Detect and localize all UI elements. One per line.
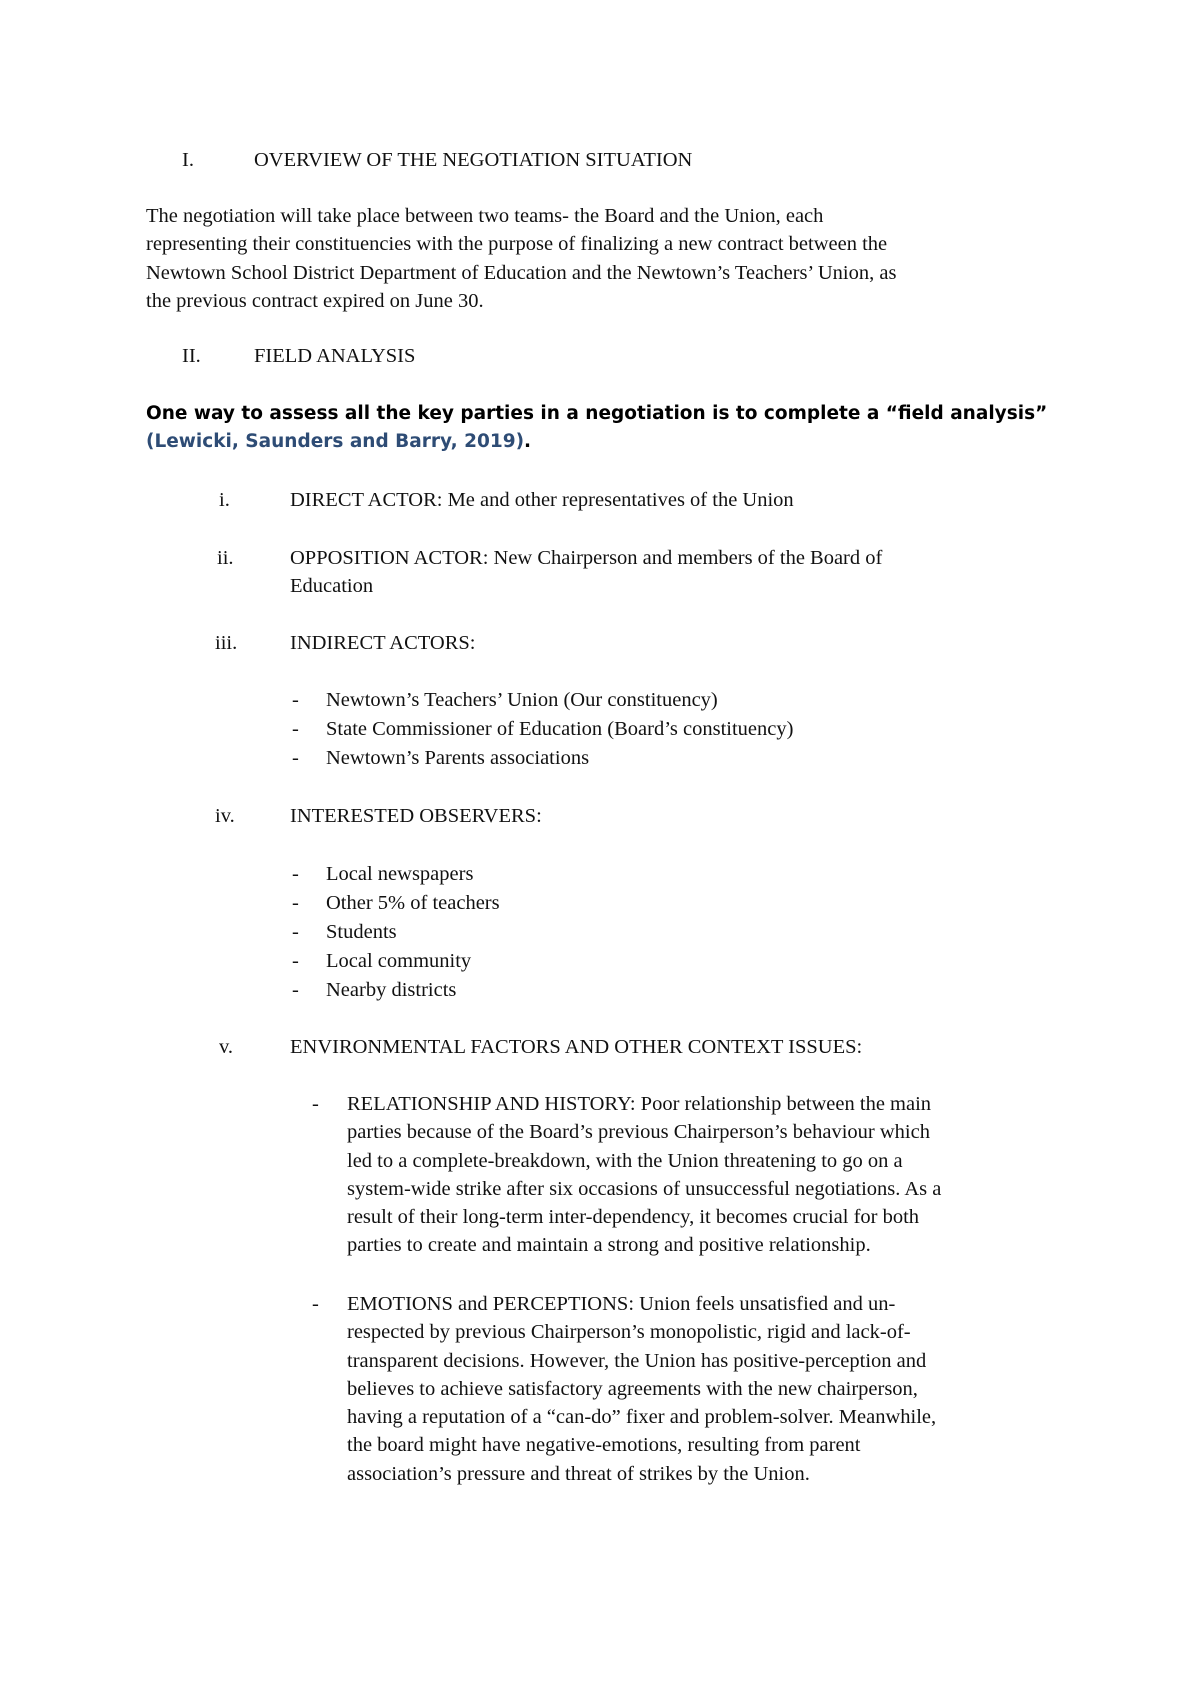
list-item: Newtown’s Teachers’ Union (Our constituency) (326, 689, 718, 711)
overview-paragraph (146, 202, 896, 315)
citation-period: . (524, 431, 532, 452)
bullet-dash: - (292, 718, 299, 740)
relationship-line: system-wide strike after six occasions of unsuccessful negotiations. As a (347, 1177, 942, 1200)
list-item: Newtown’s Parents associations (326, 747, 590, 769)
overview-line: representing their constituencies with the purpose of finalizing a new contract between the (146, 233, 888, 256)
bullet-dash: - (292, 689, 299, 711)
emotions-line: respected by previous Chairperson’s monopolistic, rigid and lack-of- (347, 1321, 911, 1344)
overview-line: Newtown School District Department of Education and the Newtown’s Teachers’ Union, as (146, 261, 897, 284)
relationship-line: led to a complete-breakdown, with the Union threatening to go on a (347, 1149, 903, 1172)
item-i-numeral: i. (219, 489, 230, 511)
bullet-dash: - (292, 863, 299, 885)
emotions-paragraph (347, 1290, 936, 1488)
bullet-dash: - (292, 921, 299, 943)
section-1-numeral: I. (182, 149, 194, 171)
relationship-line: result of their long-term inter-dependency, it becomes crucial for both (347, 1206, 920, 1229)
bullet-dash: - (292, 747, 299, 769)
item-iii-numeral: iii. (215, 632, 238, 654)
relationship-line: RELATIONSHIP AND HISTORY: Poor relationship between the main (347, 1093, 932, 1115)
overview-line: The negotiation will take place between two teams- the Board and the Union, each (146, 205, 824, 227)
item-i-text: DIRECT ACTOR: Me and other representatives of the Union (290, 489, 794, 511)
item-ii-numeral: ii. (217, 547, 234, 569)
bullet-dash: - (312, 1093, 319, 1115)
bullet-dash: - (312, 1293, 319, 1315)
section-1-heading: OVERVIEW OF THE NEGOTIATION SITUATION (254, 149, 693, 171)
emotions-line: transparent decisions. However, the Union has positive-perception and (347, 1349, 927, 1372)
list-item: Other 5% of teachers (326, 892, 500, 914)
citation: (Lewicki, Saunders and Barry, 2019) (146, 431, 525, 452)
item-v-text: ENVIRONMENTAL FACTORS AND OTHER CONTEXT ISSUES: (290, 1036, 863, 1058)
relationship-line: parties because of the Board’s previous Chairperson’s behaviour which (347, 1121, 930, 1144)
overview-line: the previous contract expired on June 30. (146, 289, 484, 312)
intro-citation-line (146, 428, 531, 456)
item-ii-text: OPPOSITION ACTOR: New Chairperson and members of the Board of (290, 547, 883, 569)
item-ii-text-continued: Education (290, 575, 374, 597)
item-v-numeral: v. (219, 1036, 234, 1058)
emotions-line: EMOTIONS and PERCEPTIONS: Union feels unsatisfied and un- (347, 1293, 896, 1315)
emotions-line: association’s pressure and threat of strikes by the Union. (347, 1462, 810, 1485)
item-iv-numeral: iv. (215, 805, 235, 827)
list-item: Nearby districts (326, 979, 457, 1001)
item-iv-text: INTERESTED OBSERVERS: (290, 805, 542, 827)
emotions-line: the board might have negative-emotions, resulting from parent (347, 1434, 861, 1457)
list-item: Local community (326, 950, 472, 972)
bullet-dash: - (292, 979, 299, 1001)
section-2-numeral: II. (182, 345, 201, 367)
bullet-dash: - (292, 892, 299, 914)
list-item: Students (326, 921, 397, 943)
item-iii-text: INDIRECT ACTORS: (290, 632, 476, 654)
emotions-line: believes to achieve satisfactory agreements with the new chairperson, (347, 1377, 918, 1400)
relationship-line: parties to create and maintain a strong and positive relationship. (347, 1234, 871, 1257)
emotions-line: having a reputation of a “can-do” fixer and problem-solver. Meanwhile, (347, 1406, 937, 1429)
bullet-dash: - (292, 950, 299, 972)
relationship-paragraph (347, 1090, 941, 1260)
intro-line: One way to assess all the key parties in a negotiation is to complete a “field analysis” (146, 403, 1048, 424)
section-2-heading: FIELD ANALYSIS (254, 345, 416, 367)
list-item: State Commissioner of Education (Board’s constituency) (326, 718, 794, 740)
list-item: Local newspapers (326, 863, 474, 885)
